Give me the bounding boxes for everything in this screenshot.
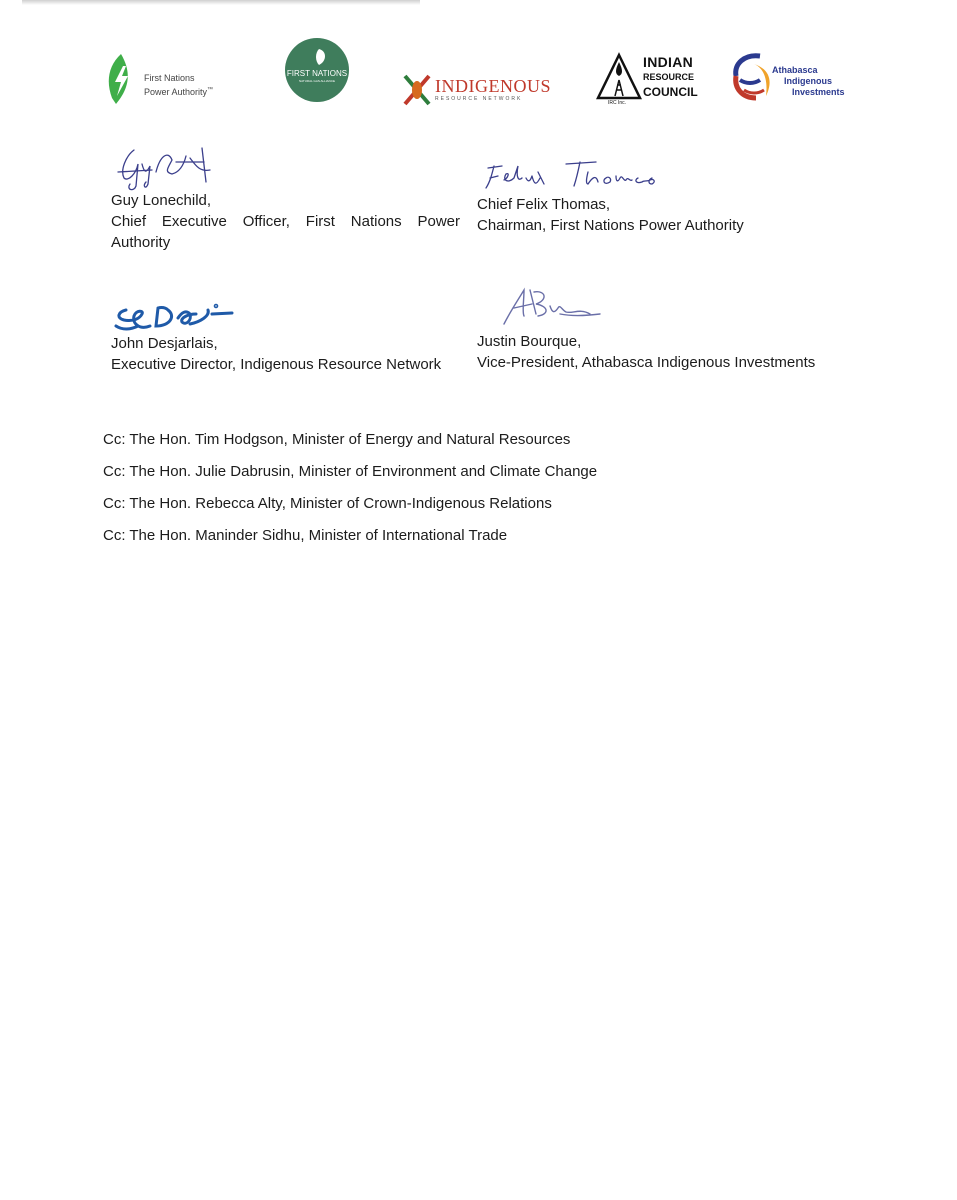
- cc-line: Cc: The Hon. Julie Dabrusin, Minister of Environment and Climate Change: [103, 463, 598, 480]
- cropped-text-line: [22, 0, 420, 5]
- logo-text: NATURAL GAS ALLIANCE: [298, 79, 335, 83]
- logo-text: Indigenous: [784, 76, 832, 86]
- logo-indian-resource-council: [596, 52, 696, 108]
- signatory-title: Executive Director, Indigenous Resource Network: [111, 356, 442, 373]
- signature-john-desjarlais: [112, 296, 236, 334]
- logo-text: INDIAN: [643, 54, 694, 70]
- signatory-name: Chief Felix Thomas,: [477, 196, 611, 213]
- logo-first-nations-gas-alliance: [283, 37, 351, 103]
- signature-guy-lonechild: [112, 142, 216, 194]
- cc-line: Cc: The Hon. Maninder Sidhu, Minister of International Trade: [103, 527, 508, 544]
- logo-text: COUNCIL: [643, 85, 698, 99]
- logo-text: First Nations: [144, 73, 195, 83]
- signatory-john-desjarlais: [111, 333, 471, 375]
- logo-text: INDIGENOUS: [435, 76, 551, 96]
- logo-text: Investments: [792, 87, 845, 97]
- cc-line: Cc: The Hon. Rebecca Alty, Minister of Crown-Indigenous Relations: [103, 495, 552, 512]
- logo-athabasca-indigenous-investments: [730, 50, 855, 106]
- signatory-title: Chairman, First Nations Power Authority: [477, 217, 744, 234]
- signatory-title: Authority: [111, 234, 171, 251]
- lightning-leaf-icon: [104, 52, 138, 106]
- signatory-name: Guy Lonechild,: [111, 192, 212, 209]
- signature-felix-thomas: [484, 158, 664, 194]
- signatory-title: Chief Executive Officer, First Nations Power: [111, 213, 460, 230]
- logo-text: RESOURCE: [643, 72, 695, 82]
- logo-text: FIRST NATIONS: [286, 69, 348, 78]
- logo-indigenous-resource-network: [401, 72, 551, 108]
- logo-text: Athabasca: [772, 65, 818, 75]
- signatory-name: John Desjarlais,: [111, 335, 218, 352]
- oil-derrick-triangle-icon: [596, 52, 642, 102]
- signatory-name: Justin Bourque,: [477, 333, 582, 350]
- signatory-guy-lonechild: [111, 190, 460, 253]
- signatory-title: Vice-President, Athabasca Indigenous Investments: [477, 354, 816, 371]
- logo-text: IRC Inc.: [608, 100, 627, 106]
- cc-line: Cc: The Hon. Tim Hodgson, Minister of Energy and Natural Resources: [103, 431, 571, 448]
- signatory-felix-thomas: [477, 194, 837, 236]
- signatory-justin-bourque: [477, 331, 837, 373]
- signature-justin-bourque: [500, 284, 604, 328]
- logo-text: ™: [207, 87, 214, 93]
- logo-first-nations-power-authority: [104, 52, 234, 106]
- crossed-feathers-icon: [401, 72, 433, 108]
- logo-text: RESOURCE NETWORK: [435, 96, 523, 102]
- logo-text: Power Authority: [144, 87, 208, 97]
